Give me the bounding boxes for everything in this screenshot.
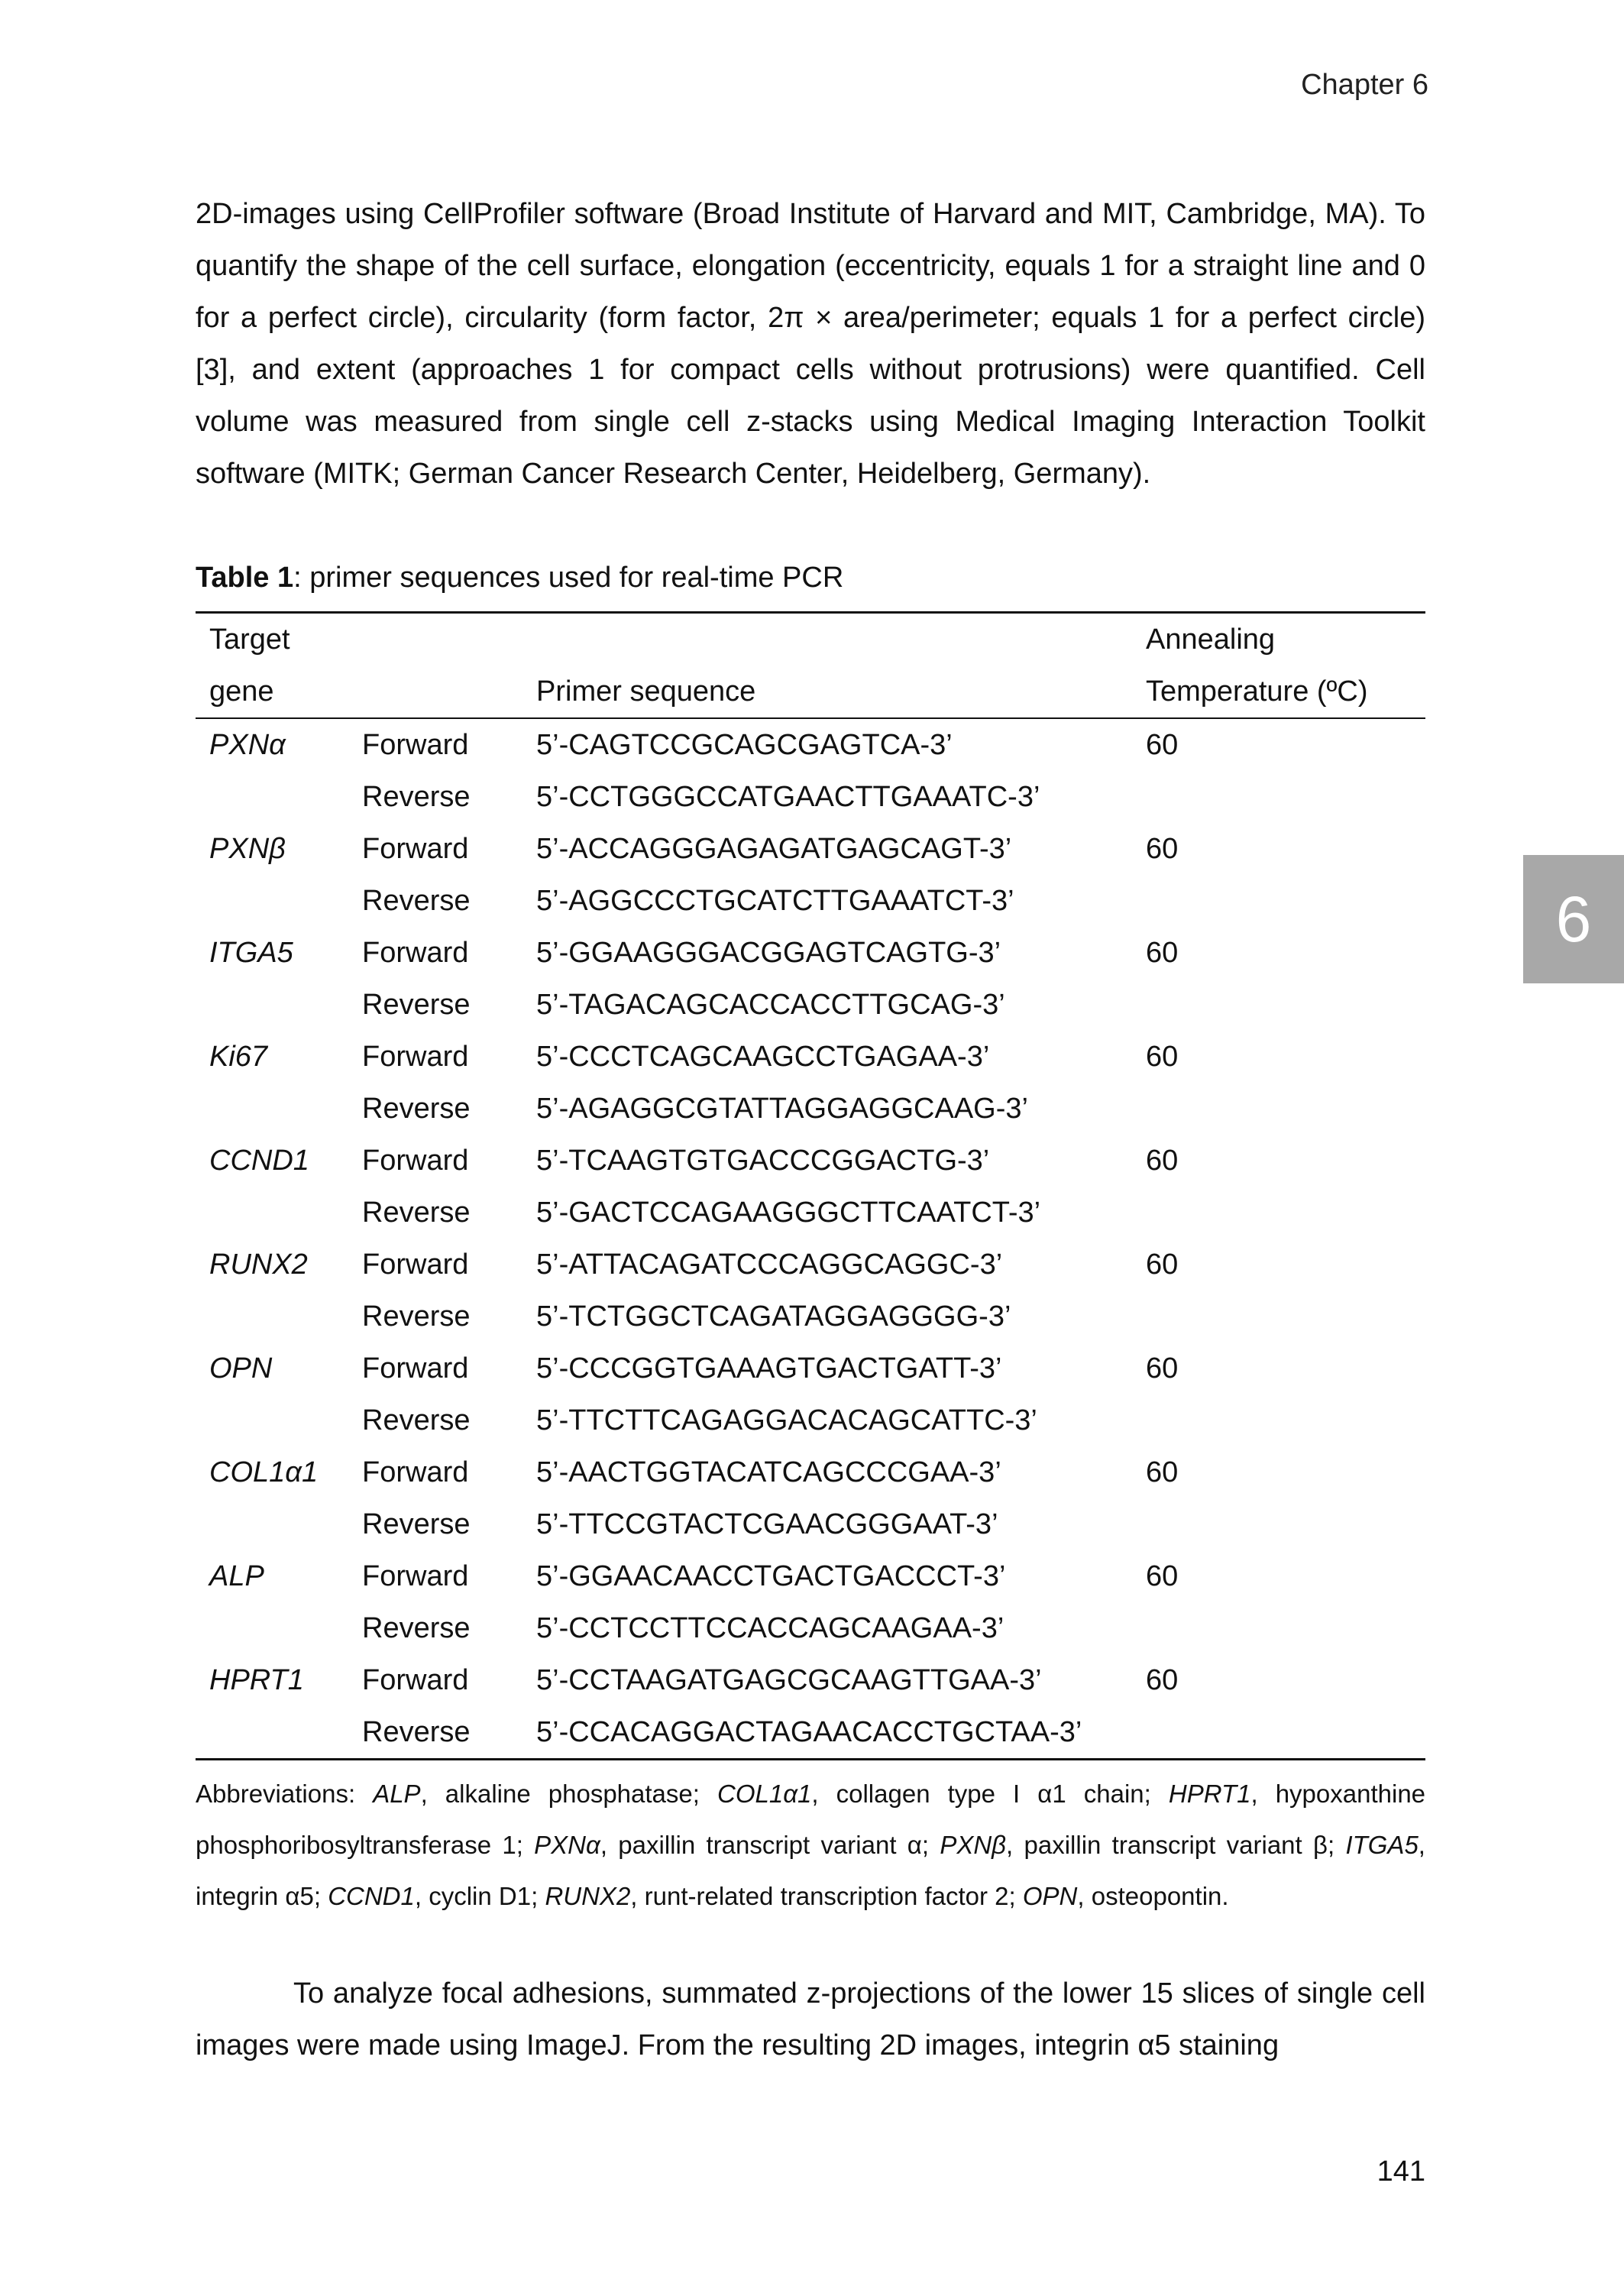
primer-table-body: [196, 718, 1425, 1760]
temperature-cell: 60: [1146, 1664, 1179, 1696]
gene-cell: [196, 1498, 362, 1550]
table-row: [196, 1291, 1425, 1342]
direction-cell: Forward: [362, 1664, 469, 1696]
gene-cell: CCND1: [209, 1145, 309, 1177]
temperature-cell: 60: [1146, 1352, 1179, 1385]
direction-cell: Reverse: [362, 1716, 471, 1748]
gene-cell: HPRT1: [209, 1664, 304, 1696]
sequence-cell: 5’-TTCCGTACTCGAACGGGAAT-3’: [536, 1508, 998, 1540]
table-row: [196, 1187, 1425, 1239]
gene-cell: [196, 1083, 362, 1135]
direction-cell: Reverse: [362, 1612, 471, 1644]
direction-cell: Forward: [362, 1145, 469, 1177]
sequence-cell: 5’-TTCTTCAGAGGACACAGCATTC-3’: [536, 1404, 1037, 1436]
abbreviations-label: Abbreviations:: [196, 1780, 356, 1808]
header-gene: gene: [196, 666, 362, 718]
sequence-cell: 5’-AACTGGTACATCAGCCCGAA-3’: [536, 1456, 1001, 1488]
temperature-cell: [1146, 1291, 1425, 1342]
temperature-cell: [1146, 1394, 1425, 1446]
direction-cell: Forward: [362, 937, 469, 969]
direction-cell: Reverse: [362, 1508, 471, 1540]
temperature-cell: 60: [1146, 1249, 1179, 1281]
sequence-cell: 5’-CCTCCTTCCACCAGCAAGAA-3’: [536, 1612, 1004, 1644]
table-caption-label: Table 1: [196, 562, 294, 594]
temperature-cell: [1146, 1498, 1425, 1550]
abbreviation-definition: collagen type I α1 chain: [836, 1780, 1144, 1808]
direction-cell: Reverse: [362, 781, 471, 813]
temperature-cell: [1146, 771, 1425, 823]
abbreviation-term: HPRT1: [1168, 1780, 1251, 1808]
sequence-cell: 5’-CAGTCCGCAGCGAGTCA-3’: [536, 729, 953, 761]
sequence-cell: 5’-GACTCCAGAAGGGCTTCAATCT-3’: [536, 1197, 1041, 1229]
table-row: [196, 1135, 1425, 1187]
sequence-cell: 5’-GGAAGGGACGGAGTCAGTG-3’: [536, 937, 1001, 969]
abbreviation-definition: integrin α5: [196, 1882, 314, 1910]
gene-cell: ITGA5: [209, 937, 293, 969]
abbreviation-definition: paxillin transcript variant β: [1024, 1831, 1328, 1859]
table-row: [196, 1083, 1425, 1135]
table-row: [196, 1602, 1425, 1654]
table-row: [196, 979, 1425, 1031]
chapter-tab: 6: [1523, 855, 1624, 983]
table-caption-text: : primer sequences used for real-time PCR: [293, 562, 844, 594]
abbreviation-definition: paxillin transcript variant α: [618, 1831, 922, 1859]
direction-cell: Forward: [362, 833, 469, 865]
header-primer-sequence: Primer sequence: [536, 666, 1146, 718]
header-annealing: Annealing: [1146, 623, 1276, 656]
abbreviation-term: PXNα: [534, 1831, 600, 1859]
gene-cell: ALP: [209, 1560, 264, 1592]
direction-cell: Reverse: [362, 1404, 471, 1436]
table-row: [196, 718, 1425, 771]
sequence-cell: 5’-ACCAGGGAGAGATGAGCAGT-3’: [536, 833, 1012, 865]
table-header-row: [196, 613, 1425, 666]
abbreviation-term: CCND1: [328, 1882, 415, 1910]
abbreviation-term: ALP: [373, 1780, 421, 1808]
table-row: [196, 927, 1425, 979]
abbreviation-term: PXNβ: [940, 1831, 1007, 1859]
temperature-cell: [1146, 875, 1425, 927]
final-paragraph: To analyze focal adhesions, summated z-projections of the lower 15 slices of single cell images were made using ImageJ. From the resulting 2D images, integrin α5 staining: [196, 1977, 1425, 2061]
gene-cell: PXNβ: [209, 833, 286, 865]
temperature-cell: 60: [1146, 1145, 1179, 1177]
temperature-cell: [1146, 1083, 1425, 1135]
direction-cell: Forward: [362, 1456, 469, 1488]
gene-cell: RUNX2: [209, 1249, 308, 1281]
sequence-cell: 5’-TCAAGTGTGACCCGGACTG-3’: [536, 1145, 990, 1177]
table-row: [196, 1498, 1425, 1550]
page-number: 141: [1377, 2155, 1425, 2188]
abbreviation-term: COL1α1: [717, 1780, 812, 1808]
sequence-cell: 5’-GGAACAACCTGACTGACCCT-3’: [536, 1560, 1006, 1592]
gene-cell: [196, 875, 362, 927]
sequence-cell: 5’-TAGACAGCACCACCTTGCAG-3’: [536, 989, 1005, 1021]
table-row: [196, 823, 1425, 875]
gene-cell: [196, 1706, 362, 1760]
temperature-cell: 60: [1146, 833, 1179, 865]
direction-cell: Reverse: [362, 885, 471, 917]
table-row: [196, 1031, 1425, 1083]
table-row: [196, 771, 1425, 823]
sequence-cell: 5’-AGAGGCGTATTAGGAGGCAAG-3’: [536, 1093, 1028, 1125]
gene-cell: OPN: [209, 1352, 273, 1385]
abbreviation-definition: hypoxanthine phosphoribosyltransferase 1: [196, 1780, 1426, 1859]
abbreviations-paragraph: Abbreviations: ALP, alkaline phosphatase; COL1α1, collagen type I α1 chain; HPRT1, hypoxanthine phosphoribosyltransferase 1; PXNα, paxillin transcript variant α; PXNβ, paxillin transcript variant β; ITGA5, integrin α5; CCND1, cyclin D1; RUNX2, runt-related transcription factor 2; OPN, osteopontin.: [196, 1780, 1426, 1910]
sequence-cell: 5’-CCTAAGATGAGCGCAAGTTGAA-3’: [536, 1664, 1042, 1696]
abbreviation-term: OPN: [1022, 1882, 1078, 1910]
table-row: [196, 1446, 1425, 1498]
sequence-cell: 5’-ATTACAGATCCCAGGCAGGC-3’: [536, 1249, 1003, 1281]
gene-cell: [196, 1291, 362, 1342]
abbreviation-term: RUNX2: [545, 1882, 631, 1910]
intro-paragraph-block: [196, 188, 1425, 500]
direction-cell: Forward: [362, 1560, 469, 1592]
table-row: [196, 1342, 1425, 1394]
table-caption: [196, 552, 1425, 604]
direction-cell: Reverse: [362, 1093, 471, 1125]
abbreviation-term: ITGA5: [1345, 1831, 1419, 1859]
gene-cell: PXNα: [209, 729, 286, 761]
abbreviations-note: [196, 1768, 1425, 1922]
abbreviation-definition: runt-related transcription factor 2: [644, 1882, 1009, 1910]
sequence-cell: 5’-CCCGGTGAAAGTGACTGATT-3’: [536, 1352, 1002, 1385]
temperature-cell: 60: [1146, 1560, 1179, 1592]
direction-cell: Reverse: [362, 1197, 471, 1229]
primer-table: [196, 611, 1425, 1760]
temperature-cell: 60: [1146, 1041, 1179, 1073]
direction-cell: Reverse: [362, 989, 471, 1021]
temperature-cell: 60: [1146, 937, 1179, 969]
final-paragraph-block: [196, 1968, 1425, 2071]
temperature-cell: 60: [1146, 1456, 1179, 1488]
header-direction-empty: [362, 613, 536, 666]
sequence-cell: 5’-CCACAGGACTAGAACACCTGCTAA-3’: [536, 1716, 1082, 1748]
direction-cell: Forward: [362, 1352, 469, 1385]
direction-cell: Reverse: [362, 1300, 471, 1333]
header-direction-blank: [362, 666, 536, 718]
temperature-cell: [1146, 1706, 1425, 1760]
abbreviation-definition: osteopontin: [1091, 1882, 1222, 1910]
abbreviation-definition: cyclin D1: [429, 1882, 532, 1910]
table-row: [196, 1654, 1425, 1706]
sequence-cell: 5’-TCTGGCTCAGATAGGAGGGG-3’: [536, 1300, 1011, 1333]
temperature-cell: [1146, 979, 1425, 1031]
direction-cell: Forward: [362, 1041, 469, 1073]
gene-cell: [196, 1187, 362, 1239]
table-row: [196, 1706, 1425, 1760]
intro-paragraph: 2D-images using CellProfiler software (Broad Institute of Harvard and MIT, Cambridge, MA). To quantify the shape of the cell surface, elongation (eccentricity, equals 1 for a straight line and 0 for a perfect circle), circularity (form factor, 2π × area/perimeter; equals 1 for a perfect circle) [3], and extent (approaches 1 for compact cells without protrusions) were quantified. Cell volume was measured from single cell z-stacks using Medical Imaging Interaction Toolkit software (MITK; German Cancer Research Center, Heidelberg, Germany).: [196, 198, 1425, 490]
temperature-cell: [1146, 1602, 1425, 1654]
table-row: [196, 1239, 1425, 1291]
gene-cell: [196, 1602, 362, 1654]
abbreviation-definition: alkaline phosphatase: [445, 1780, 693, 1808]
gene-cell: [196, 771, 362, 823]
direction-cell: Forward: [362, 729, 469, 761]
header-target: Target: [209, 623, 290, 656]
header-temperature: Temperature (ºC): [1146, 666, 1425, 718]
header-primer-empty: [536, 613, 1146, 666]
temperature-cell: [1146, 1187, 1425, 1239]
gene-cell: [196, 979, 362, 1031]
sequence-cell: 5’-AGGCCCTGCATCTTGAAATCT-3’: [536, 885, 1014, 917]
gene-cell: [196, 1394, 362, 1446]
gene-cell: Ki67: [209, 1041, 268, 1073]
running-header: Chapter 6: [1301, 69, 1428, 101]
sequence-cell: 5’-CCCTCAGCAAGCCTGAGAA-3’: [536, 1041, 990, 1073]
temperature-cell: 60: [1146, 729, 1179, 761]
direction-cell: Forward: [362, 1249, 469, 1281]
table-header-row: [196, 666, 1425, 718]
sequence-cell: 5’-CCTGGGCCATGAACTTGAAATC-3’: [536, 781, 1040, 813]
table-row: [196, 1550, 1425, 1602]
table-row: [196, 1394, 1425, 1446]
gene-cell: COL1α1: [209, 1456, 319, 1488]
table-row: [196, 875, 1425, 927]
